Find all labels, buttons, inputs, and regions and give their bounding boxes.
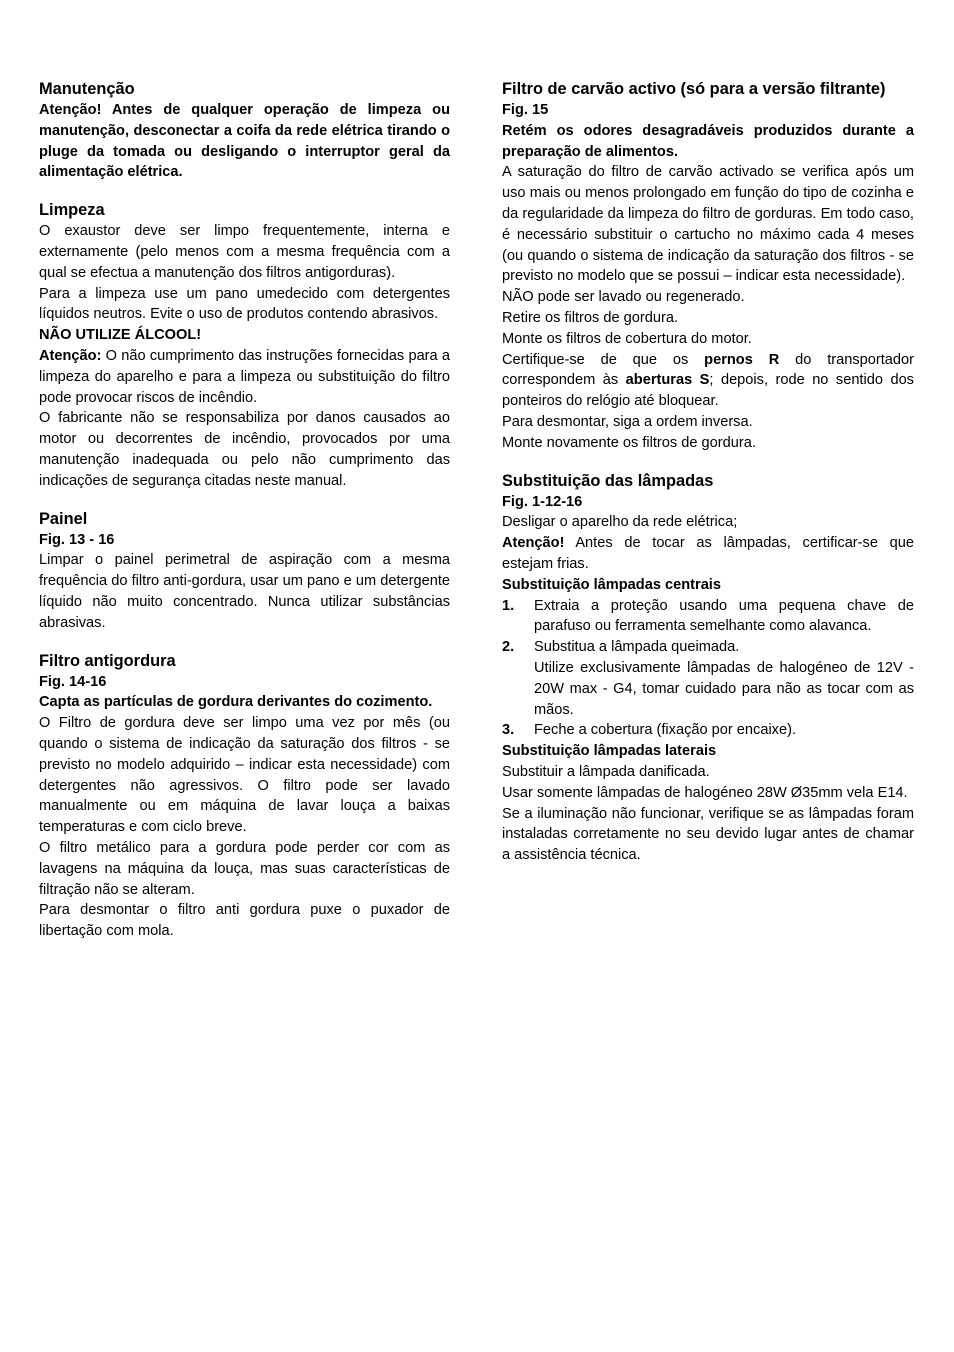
carvao-paragraph-5 — [502, 350, 914, 412]
section-filtro-carvao — [502, 78, 914, 454]
carvao-paragraph-7: Monte novamente os filtros de gordura. — [502, 434, 756, 451]
step-text-group — [534, 637, 914, 720]
list-item — [502, 637, 914, 720]
p5-part-c: do transportador correspondem às — [502, 351, 914, 389]
painel-paragraph: Limpar o painel perimetral de aspiração com a mesma frequência do filtro anti-gordura, usar um pano e um detergente líquido não muito concentrado. Nunca utilizar substâncias abrasivas. — [39, 552, 450, 631]
section-painel — [39, 508, 450, 634]
pernos-r-label: pernos R — [704, 351, 780, 368]
aberturas-s-label: aberturas S — [625, 372, 710, 389]
step-text: Extraia a proteção usando uma pequena chave de parafuso ou ferramenta semelhante como alavanca. — [534, 597, 914, 635]
no-alcohol-warning: NÃO UTILIZE ÁLCOOL! — [39, 327, 202, 344]
subheading-centrais: Substituição lâmpadas centrais — [502, 576, 721, 593]
lampadas-paragraph-2 — [502, 533, 914, 575]
heading-manutencao: Manutenção — [39, 80, 135, 98]
step-text: Substitua a lâmpada queimada. — [534, 639, 740, 656]
limpeza-paragraph-2: Para a limpeza use um pano umedecido com detergentes líquidos neutros. Evite o uso de produtos contendo abrasivos. — [39, 285, 450, 323]
filtro-paragraph-2: O filtro metálico para a gordura pode perder cor com as lavagens na máquina da louça, mas suas características de filtração não se alteram. — [39, 839, 450, 898]
heading-limpeza: Limpeza — [39, 201, 105, 220]
heading-painel: Painel — [39, 509, 88, 528]
attention-text: Antes de tocar as lâmpadas, certificar-se que estejam frias. — [502, 535, 914, 572]
filtro-lead: Capta as partículas de gordura derivantes do cozimento. — [39, 694, 433, 711]
list-item — [502, 596, 914, 638]
step-number: 3. — [502, 722, 515, 739]
filtro-paragraph-1: O Filtro de gordura deve ser limpo uma vez por mês (ou quando o sistema de indicação da saturação dos filtros - se previsto no modelo adquirido – indicar esta necessidade) com detergentes não agressivos. O filtro pode ser lavado manualmente ou em máquina de lavar louça a baixas temperaturas e com ciclo breve. — [39, 715, 450, 836]
filtro-paragraph-3: Para desmontar o filtro anti gordura puxe o puxador de libertação com mola. — [39, 902, 450, 940]
heading-lampadas: Substituição das lâmpadas — [502, 471, 714, 490]
laterais-paragraph-1: Substituir a lâmpada danificada. — [502, 763, 710, 780]
step-number: 2. — [502, 639, 515, 656]
laterais-paragraph-2: Usar somente lâmpadas de halogéneo 28W Ø35mm vela E14. — [502, 784, 908, 801]
carvao-paragraph-2: NÃO pode ser lavado ou regenerado. — [502, 289, 745, 306]
fig-reference: Fig. 1-12-16 — [502, 493, 583, 510]
attention-label: Atenção: — [39, 347, 102, 364]
carvao-paragraph-4: Monte os filtros de cobertura do motor. — [502, 330, 752, 347]
p5-part-e: ; depois, rode no sentido dos ponteiros do relógio até bloquear. — [502, 372, 914, 410]
left-column — [39, 78, 450, 942]
maintenance-warning: Atenção! Antes de qualquer operação de limpeza ou manutenção, desconectar a coifa da rede elétrica tirando o pluge da tomada ou desligando o interruptor geral da alimentação elétrica. — [39, 102, 450, 181]
attention-text: O não cumprimento das instruções fornecidas para a limpeza do aparelho e para a limpeza ou substituição do filtro pode provocar riscos de incêndio. — [39, 347, 450, 406]
fig-reference: Fig. 15 — [502, 102, 549, 118]
list-item — [502, 720, 914, 741]
carvao-paragraph-6: Para desmontar, siga a ordem inversa. — [502, 413, 753, 430]
section-limpeza — [39, 199, 450, 491]
subheading-laterais: Substituição lâmpadas laterais — [502, 743, 717, 760]
steps-list — [502, 596, 914, 742]
carvao-lead: Retém os odores desagradáveis produzidos durante a preparação de alimentos. — [502, 122, 914, 160]
step-number: 1. — [502, 597, 515, 614]
limpeza-paragraph-1: O exaustor deve ser limpo frequentemente, interna e externamente (pelo menos com a mesma frequência com a qual se efectua a manutenção dos filtros antigorduras). — [39, 223, 450, 281]
step-text: Feche a cobertura (fixação por encaixe). — [534, 722, 797, 739]
laterais-paragraph-3: Se a iluminação não funcionar, verifique se as lâmpadas foram instaladas corretamente no seu devido lugar antes de chamar a assistência técnica. — [502, 805, 914, 864]
fig-reference: Fig. 14-16 — [39, 673, 107, 690]
p5-part-a: Certifique-se de que os — [502, 351, 705, 368]
limpeza-paragraph-3 — [39, 346, 450, 408]
section-lampadas — [502, 470, 914, 866]
heading-filtro-carvao: Filtro de carvão activo (só para a versão filtrante) — [502, 80, 886, 98]
carvao-paragraph-3: Retire os filtros de gordura. — [502, 309, 679, 326]
carvao-paragraph-1: A saturação do filtro de carvão activado se verifica após um uso mais ou menos prolongado em função do tipo de cozinha e da regularidade da limpeza do filtro de gorduras. Em todo caso, é necessário substituir o cartucho no máximo cada 4 meses (ou quando o sistema de indicação da saturação dos filtros - se previsto no modelo que se possui – indicar esta necessidade). — [502, 164, 914, 285]
heading-filtro-antigordura: Filtro antigordura — [39, 651, 176, 670]
limpeza-paragraph-4: O fabricante não se responsabiliza por danos causados ao motor ou decorrentes de incêndio, provocados por uma manutenção inadequada ou pelo não cumprimento das indicações de segurança citadas neste manual. — [39, 410, 450, 489]
lampadas-paragraph-1: Desligar o aparelho da rede elétrica; — [502, 514, 738, 531]
fig-reference: Fig. 13 - 16 — [39, 531, 115, 548]
section-filtro-antigordura — [39, 650, 450, 942]
section-manutencao — [39, 78, 450, 183]
step-extra-text: Utilize exclusivamente lâmpadas de halogéneo de 12V - 20W max - G4, tomar cuidado para não as tocar com as mãos. — [534, 659, 914, 718]
attention-label: Atenção! — [502, 535, 565, 552]
right-column — [502, 78, 914, 866]
